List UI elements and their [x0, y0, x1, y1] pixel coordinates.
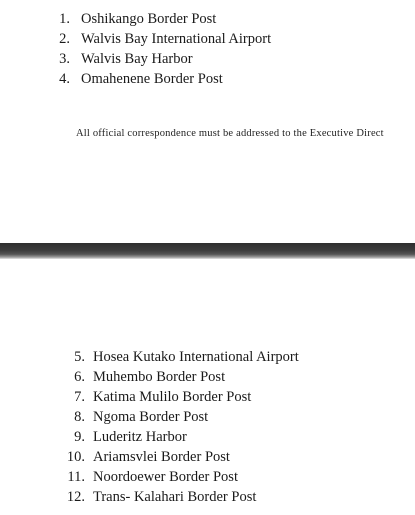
list-item-number: 7.	[74, 389, 85, 405]
list-item-text: Noordoewer Border Post	[93, 469, 238, 485]
list-item-number: 9.	[74, 429, 85, 445]
document-page-bottom	[0, 259, 415, 515]
page-footer-note: All official correspondence must be addressed to the Executive Direct	[76, 128, 384, 139]
list-item-text: Luderitz Harbor	[93, 429, 187, 445]
list-item-text: Ngoma Border Post	[93, 409, 209, 425]
document-page-top	[0, 0, 415, 243]
list-item-number: 10.	[66, 449, 85, 465]
list-item-number: 12.	[66, 489, 85, 505]
list-item-number: 11.	[67, 469, 85, 485]
list-item-number: 4.	[59, 71, 70, 87]
list-item-text: Walvis Bay Harbor	[81, 51, 193, 67]
list-item-number: 3.	[59, 51, 70, 67]
list-item-text: Katima Mulilo Border Post	[93, 389, 252, 405]
list-item-number: 2.	[59, 31, 70, 47]
list-item-text: Walvis Bay International Airport	[81, 31, 272, 47]
list-item-text: Trans- Kalahari Border Post	[93, 489, 257, 505]
list-item-number: 1.	[59, 11, 70, 27]
list-item-number: 6.	[74, 369, 85, 385]
list-item-text: Omahenene Border Post	[81, 71, 223, 87]
list-item-number: 5.	[74, 349, 85, 365]
list-item-text: Muhembo Border Post	[93, 369, 226, 385]
list-item-number: 8.	[74, 409, 85, 425]
list-item-text: Oshikango Border Post	[81, 11, 217, 27]
page-divider	[0, 243, 415, 259]
list-item-text: Hosea Kutako International Airport	[93, 349, 299, 365]
list-item-text: Ariamsvlei Border Post	[93, 449, 230, 465]
